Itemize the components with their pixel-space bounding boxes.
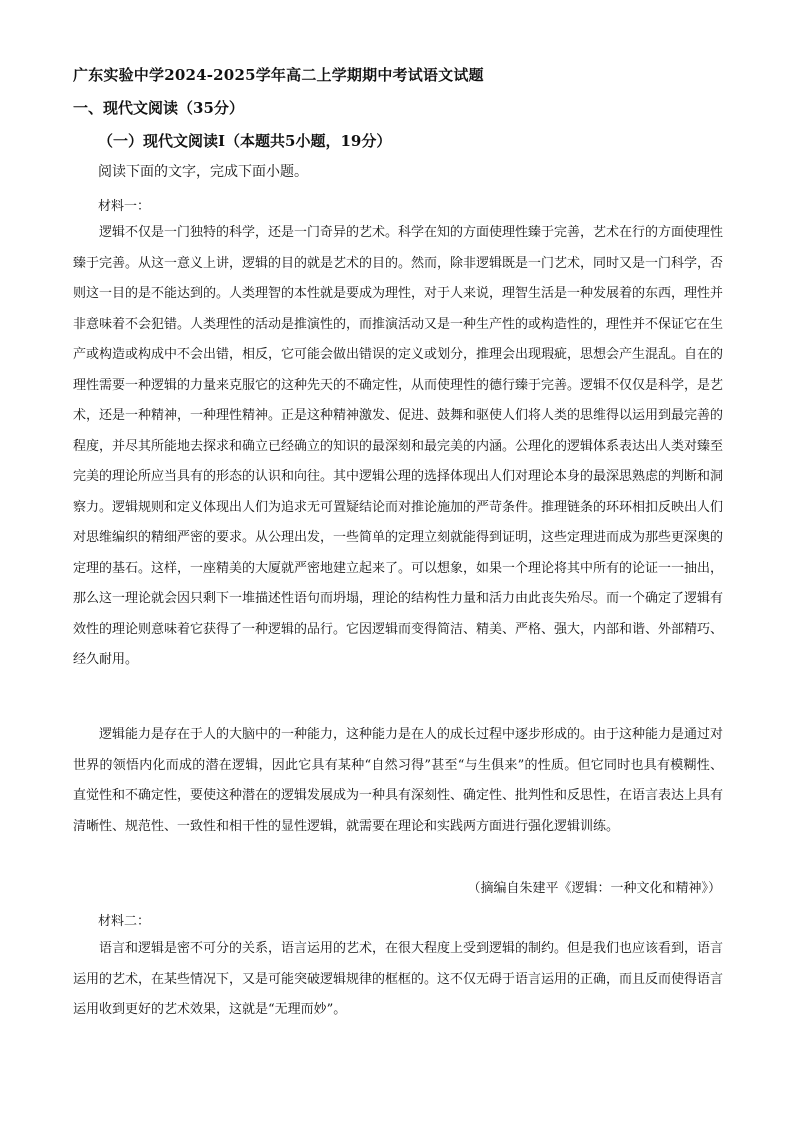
- material-one-paragraph-2: 逻辑能力是存在于人的大脑中的一种能力，这种能力是在人的成长过程中逐步形成的。由于这种能力是通过对世界的领悟内化而成的潜在逻辑，因此它具有某种“自然习得”甚至“与生俱来”的性质。但它同时也具有模糊性、直觉性和不确定性，要使这种潜在的逻辑发展成为一种具有深刻性、确定性、批判性和反思性，在语言表达上具有清晰性、规范性、一致性和相干性的显性逻辑，就需要在理论和实践两方面进行强化逻辑训练。: [73, 727, 724, 834]
- material-one-source: （摘编自朱建平《逻辑：一种文化和精神》）: [467, 881, 721, 896]
- subsection-heading: （一）现代文阅读Ⅰ（本题共5小题，19分）: [98, 132, 392, 150]
- material-two-paragraph-1: 语言和逻辑是密不可分的关系，语言运用的艺术，在很大程度上受到逻辑的制约。但是我们也应该看到，语言运用的艺术，在某些情况下，又是可能突破逻辑规律的框框的。这不仅无碍于语言运用的正确，而且反而使得语言运用收到更好的艺术效果，这就是“无理而妙”。: [73, 941, 724, 1017]
- document-title: 广东实验中学2024-2025学年高二上学期期中考试语文试题: [73, 66, 484, 84]
- material-one-label: 材料一：: [98, 199, 151, 214]
- material-two-label: 材料二：: [98, 914, 151, 929]
- material-one-paragraph-1: 逻辑不仅是一门独特的科学，还是一门奇异的艺术。科学在知的方面使理性臻于完善，艺术在行的方面使理性臻于完善。从这一意义上讲，逻辑的目的就是艺术的目的。然而，除非逻辑既是一门艺术，同时又是一门科学，否则这一目的是不能达到的。人类理智的本性就是要成为理性，对于人来说，理智生活是一种发展着的东西，理性并非意味着不会犯错。人类理性的活动是推演性的，而推演活动又是一种生产性的或构造性的，理性并不保证它在生产或构造或构成中不会出错，相反，它可能会做出错误的定义或划分，推理会出现瑕疵，思想会产生混乱。自在的理性需要一种逻辑的力量来克服它的这种先天的不确定性，从而使理性的德行臻于完善。逻辑不仅仅是科学，是艺术，还是一种精神，一种理性精神。正是这种精神激发、促进、鼓舞和驱使人们将人类的思维得以运用到最完善的程度，并尽其所能地去探求和确立已经确立的知识的最深刻和最完美的内涵。公理化的逻辑体系表达出人类对臻至完美的理论所应当具有的形态的认识和向往。其中逻辑公理的选择体现出人们对理论本身的最深思熟虑的判断和洞察力。逻辑规则和定义体现出人们为追求无可置疑结论而对推论施加的严苛条件。推理链条的环环相扣反映出人们对思维编织的精细严密的要求。从公理出发，一些简单的定理立刻就能得到证明，这些定理进而成为那些更深奥的定理的基石。这样，一座精美的大厦就严密地建立起来了。可以想象，如果一个理论将其中所有的论证一一抽出，那么这一理论就会因只剩下一堆描述性语句而坍塌，理论的结构性力量和活力由此丧失殆尽。而一个确定了逻辑有效性的理论则意味着它获得了一种逻辑的品行。它因逻辑而变得简洁、精美、严格、强大，内部和谐、外部精巧、经久耐用。: [73, 225, 724, 667]
- section-heading: 一、现代文阅读（35分）: [73, 99, 244, 117]
- reading-instruction: 阅读下面的文字，完成下面小题。: [98, 164, 308, 180]
